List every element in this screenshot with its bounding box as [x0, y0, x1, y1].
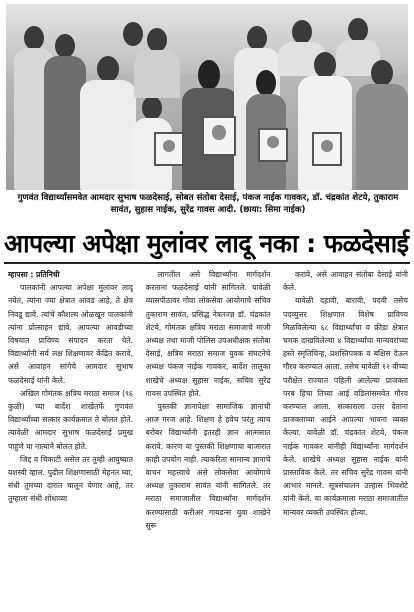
article-paragraph: यावेळी दहावी, बारावी, पदवी तसेच पदव्युत्तर शिक्षणात विशेष प्राविण्य मिळविलेल्या ६८ विद्यार्थ्यांचा व क्रीडा क्षेत्रात चमक दाखविलेल्या ४ विद्यार्थ्यांचा मान्यवरांच्या हस्ते स्मृतिचिन्ह, प्रशस्तिपत्रक व बक्षिस देऊन गौरव करण्यात आला. तसेच यावेळी १२ वीच्या परीक्षेत राज्यात पहिली आलेल्या प्राजक्ता परब हिचा तिच्या आई वडिलांसमवेत गौरव करण्यात आला. सत्काराला उत्तर देताना प्राजक्ताच्या आईने आपल्या भावना व्यक्त केल्या. यावेळी डॉ. चंद्रकांत शेटये, पंकज नाईक गावकर यांनीही विद्यार्थ्यांना मार्गदर्शन केले. शाखेचे अध्यक्ष सुहास नाईक यांनी प्रास्ताविक केले. तर सचिव सुरेंद्र गावस यांनी आभार मानले. सूत्रसंचालन उल्हास भिवशेटे यांनी केले. या कार्यक्रमाला मराठा समाजातील मान्यवर व्यक्ती उपस्थित होत्या.: [283, 296, 408, 517]
award-plaque: [154, 132, 184, 166]
photo-person: [80, 56, 136, 190]
article-paragraph: जिद्द व चिकाटी असेल तर तुम्ही आयुष्यात यशस्वी व्हाल. पुढील शिक्षणासाठी मेहनत घ्या, संधी तुमच्या दारात चालून येणार आहे, तर तुम्हाला संधी शोधाव्या: [8, 454, 133, 504]
headline: आपल्या अपेक्षा मुलांवर लादू नका : फळदेसाई: [4, 229, 409, 258]
dateline: म्हापसा : प्रतिनिधी: [8, 270, 60, 279]
article-paragraph: पुस्तकी ज्ञानापेक्षा सामाजिक ज्ञानाची आज गरज आहे. शिक्षण हे हवेच परंतु त्याच बरोबर विद्यार्थ्यांनी इतरही ज्ञान आत्मसात करावे. कारण या पुस्तकी शिक्षणाचा बाजारात काही उपयोग नाही. त्याकरिता सामान्य ज्ञानाचे वाचन महत्त्वाचे असे लोकसेवा आयोगाचे अध्यक्ष तुकाराम सावंत यांनी सांगितले. तर मराठा समाजातील विद्यार्थ्यांना मार्गदर्शन करण्यासाठी करीअर गायडन्स युवा शाखेने सुरू: [145, 402, 271, 530]
photo-caption: गुणवंत विद्यार्थ्यांसमवेत आमदार सुभाष फळदेसाई, सोबत संतोबा देसाई, पंकज नाईक गावकर, डॉ. चंद्रकांत शेटये, तुकाराम सावंत, सुहास नाईक, सुरेंद्र गावस आदी. (छाया: सिमा नाईक): [17, 193, 399, 215]
article-paragraph: लागतील असे विद्यार्थ्यांना मार्गदर्शन करताना फळदेसाई यांनी सांगितले. यावेळी व्यासपीठावर गोवा लोकसेवा आयोगाचे सचिव तुकाराम सावंत, प्रसिद्ध नेत्रतज्ज्ञ डॉ. चंद्रकांत शेटये, गोमंतक क्षत्रिय मराठा समाजाचे माजी अध्यक्ष तथा माजी पोलिस उपअधीक्षक संतोबा देसाई, क्षत्रिय मराठा समाज युवक संघटनेचे अध्यक्ष पंकज नाईक गावकर, बार्देश तालुका शाखेचे अध्यक्ष सुहास नाईक, सचिव सुरेंद्र गावस उपस्थित होते.: [145, 270, 271, 398]
article-paragraph: पालकांनी आपल्या अपेक्षा मुलांवर लादू नयेत, त्यांना ज्या क्षेत्रात आवड आहे, ते क्षेत्र निवडू द्यावे. त्यांचे कौशल्य ओळखून पालकांनी त्यांना प्रोत्साहन द्यावे. आपल्या आवडीच्या विषयात प्राविण्य संपादन करता येते. विद्यार्थ्यांनी सर्व लक्ष शिक्षणावर केंद्रित करावे, असे आवाहन सांगेचे आमदार सुभाष फळदेसाई यांनी केले.: [8, 283, 133, 385]
headline-rule: [4, 262, 410, 264]
award-plaque: [312, 132, 342, 166]
article-column-2: [146, 268, 271, 608]
article-paragraph: अखिल गोमंतक क्षत्रिय मराठा समाज (९६ कुळी) च्या बार्देश शाखेतर्फे गुणवंत विद्यार्थ्यांच्या सत्कार कार्यक्रमात ते बोलत होते. त्यावेळी आमदार सुभाष फळदेसाई प्रमुख पाहुणे या नात्याने बोलत होते.: [8, 388, 133, 451]
award-plaque: [258, 128, 288, 162]
article-column-1: [8, 268, 133, 608]
article-paragraph: करावे, असे आवाहन संतोबा देसाई यांनी केले.: [283, 270, 408, 293]
news-photo: [6, 4, 408, 190]
award-plaque: [202, 116, 236, 156]
article-body: [8, 268, 408, 608]
photo-person: [134, 28, 180, 98]
photo-person: [356, 60, 408, 190]
article-column-3: [283, 268, 408, 608]
